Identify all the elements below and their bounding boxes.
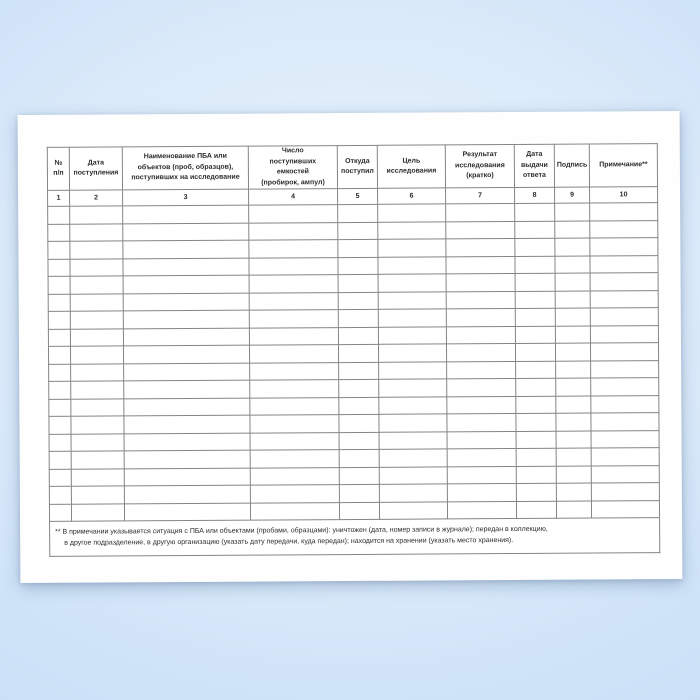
- empty-cell: [71, 416, 124, 434]
- empty-cell: [48, 259, 70, 277]
- empty-cell: [49, 416, 71, 434]
- table-header-row: [47, 144, 657, 191]
- empty-cell: [124, 468, 250, 486]
- empty-cell: [516, 483, 556, 501]
- empty-cell: [339, 362, 379, 380]
- empty-cell: [249, 257, 338, 275]
- empty-cell: [447, 483, 516, 501]
- empty-cell: [516, 361, 556, 379]
- empty-cell: [123, 223, 249, 241]
- empty-cell: [70, 276, 123, 294]
- empty-cell: [249, 240, 338, 258]
- empty-cell: [48, 276, 70, 294]
- empty-cell: [516, 466, 556, 484]
- empty-cell: [555, 326, 590, 344]
- empty-cell: [515, 343, 555, 361]
- empty-cell: [516, 448, 556, 466]
- empty-cell: [339, 502, 379, 520]
- empty-cell: [48, 206, 70, 224]
- empty-cell: [556, 448, 591, 466]
- empty-cell: [124, 380, 250, 398]
- empty-cell: [124, 433, 250, 451]
- empty-cell: [555, 221, 590, 239]
- empty-cell: [591, 413, 659, 431]
- footnote-cell: [50, 518, 660, 557]
- column-header: Цель исследования: [377, 145, 445, 188]
- column-number: 1: [48, 190, 70, 206]
- empty-cell: [590, 220, 658, 238]
- empty-cell: [48, 346, 70, 364]
- empty-cell: [250, 502, 339, 520]
- empty-cell: [515, 326, 555, 344]
- empty-cell: [338, 327, 378, 345]
- empty-cell: [124, 485, 250, 503]
- empty-cell: [338, 309, 378, 327]
- empty-cell: [70, 258, 123, 276]
- empty-cell: [555, 273, 590, 291]
- empty-cell: [556, 466, 591, 484]
- empty-cell: [447, 378, 516, 396]
- empty-cell: [250, 362, 339, 380]
- empty-cell: [123, 275, 249, 293]
- empty-cell: [49, 451, 71, 469]
- empty-cell: [446, 238, 515, 256]
- empty-cell: [555, 308, 590, 326]
- empty-cell: [556, 501, 591, 519]
- empty-cell: [123, 258, 249, 276]
- empty-cell: [446, 256, 515, 274]
- empty-cell: [339, 467, 379, 485]
- empty-cell: [338, 257, 378, 275]
- empty-cell: [379, 466, 447, 484]
- empty-cell: [446, 203, 515, 221]
- empty-cell: [447, 466, 516, 484]
- empty-cell: [70, 328, 123, 346]
- empty-cell: [446, 291, 515, 309]
- empty-cell: [70, 311, 123, 329]
- empty-cell: [515, 291, 555, 309]
- empty-cell: [590, 290, 658, 308]
- empty-cell: [379, 484, 447, 502]
- empty-cell: [379, 449, 447, 467]
- empty-cell: [71, 381, 124, 399]
- empty-cell: [446, 308, 515, 326]
- empty-cell: [71, 451, 124, 469]
- journal-table: [47, 143, 660, 557]
- empty-cell: [338, 292, 378, 310]
- empty-cell: [338, 204, 378, 222]
- empty-cell: [515, 308, 555, 326]
- empty-cell: [378, 221, 446, 239]
- empty-cell: [379, 396, 447, 414]
- empty-cell: [378, 291, 446, 309]
- empty-cell: [49, 486, 71, 504]
- empty-cell: [250, 450, 339, 468]
- column-header: Дата выдачи ответа: [514, 144, 554, 187]
- empty-cell: [249, 292, 338, 310]
- empty-cell: [379, 379, 447, 397]
- empty-cell: [339, 414, 379, 432]
- empty-cell: [250, 415, 339, 433]
- column-header: Число поступивших емкостей (пробирок, ампул): [248, 146, 337, 190]
- empty-cell: [250, 485, 339, 503]
- empty-cell: [556, 431, 591, 449]
- empty-cell: [70, 346, 123, 364]
- empty-cell: [249, 327, 338, 345]
- empty-cell: [123, 310, 249, 328]
- column-number: 7: [446, 187, 515, 203]
- empty-cell: [70, 293, 123, 311]
- empty-cell: [447, 396, 516, 414]
- empty-cell: [71, 398, 124, 416]
- empty-cell: [71, 363, 124, 381]
- empty-cell: [591, 448, 659, 466]
- empty-cell: [70, 241, 123, 259]
- empty-cell: [516, 431, 556, 449]
- empty-cell: [591, 430, 659, 448]
- empty-cell: [555, 203, 590, 221]
- empty-cell: [590, 203, 658, 221]
- column-header: Результат исследования (кратко): [445, 144, 514, 187]
- empty-cell: [249, 310, 338, 328]
- empty-cell: [516, 378, 556, 396]
- empty-cell: [250, 397, 339, 415]
- footnote-line-2: в другое подразделение, в другую организацию (указать дату передачи, куда передан); находится на хранении (указать место хранения).: [64, 537, 514, 547]
- empty-cell: [447, 501, 516, 519]
- empty-cell: [556, 378, 591, 396]
- empty-cell: [250, 467, 339, 485]
- empty-cell: [555, 343, 590, 361]
- column-number: 5: [338, 188, 378, 204]
- column-header: № п/п: [47, 147, 69, 190]
- empty-cell: [49, 399, 71, 417]
- empty-cell: [124, 398, 250, 416]
- empty-cell: [49, 381, 71, 399]
- column-number: 6: [378, 188, 446, 204]
- empty-cell: [516, 413, 556, 431]
- column-header: Откуда поступил: [337, 145, 377, 188]
- column-header: Подпись: [554, 144, 589, 187]
- empty-cell: [339, 397, 379, 415]
- empty-cell: [249, 222, 338, 240]
- empty-cell: [49, 364, 71, 382]
- empty-cell: [338, 239, 378, 257]
- empty-cell: [446, 343, 515, 361]
- empty-cell: [49, 469, 71, 487]
- empty-cell: [249, 205, 338, 223]
- empty-cell: [339, 379, 379, 397]
- empty-cell: [447, 413, 516, 431]
- empty-cell: [123, 345, 249, 363]
- empty-cell: [446, 326, 515, 344]
- empty-cell: [124, 363, 250, 381]
- empty-cell: [590, 238, 658, 256]
- empty-cell: [71, 486, 124, 504]
- empty-cell: [338, 222, 378, 240]
- empty-cell: [378, 239, 446, 257]
- footnote-row: [50, 518, 660, 557]
- empty-cell: [447, 448, 516, 466]
- empty-cell: [591, 465, 659, 483]
- empty-cell: [515, 238, 555, 256]
- empty-cell: [123, 240, 249, 258]
- empty-cell: [338, 274, 378, 292]
- empty-cell: [516, 396, 556, 414]
- empty-cell: [123, 328, 249, 346]
- column-header: Дата поступления: [69, 147, 122, 190]
- empty-cell: [339, 484, 379, 502]
- empty-cell: [515, 273, 555, 291]
- empty-cell: [339, 432, 379, 450]
- document-page: [18, 111, 683, 583]
- column-number: 9: [555, 187, 590, 203]
- empty-cell: [123, 205, 249, 223]
- empty-cell: [71, 468, 124, 486]
- empty-cell: [515, 256, 555, 274]
- empty-cell: [49, 434, 71, 452]
- empty-cell: [556, 413, 591, 431]
- column-header: Примечание**: [589, 144, 657, 187]
- empty-cell: [378, 256, 446, 274]
- empty-cell: [124, 503, 250, 521]
- empty-cell: [250, 432, 339, 450]
- column-number: 2: [70, 190, 123, 206]
- empty-cell: [249, 345, 338, 363]
- empty-cell: [590, 343, 658, 361]
- empty-cell: [590, 255, 658, 273]
- empty-cell: [379, 431, 447, 449]
- empty-cell: [378, 309, 446, 327]
- empty-cell: [124, 450, 250, 468]
- empty-cell: [590, 308, 658, 326]
- empty-cell: [555, 291, 590, 309]
- empty-cell: [591, 360, 659, 378]
- empty-cell: [48, 329, 70, 347]
- empty-cell: [378, 274, 446, 292]
- empty-cell: [590, 325, 658, 343]
- empty-cell: [591, 395, 659, 413]
- empty-cell: [48, 241, 70, 259]
- empty-cell: [379, 501, 447, 519]
- empty-cell: [446, 273, 515, 291]
- empty-cell: [339, 449, 379, 467]
- empty-cell: [556, 396, 591, 414]
- empty-cell: [446, 221, 515, 239]
- footnote-line-1: ** В примечании указывается ситуация с ПБА или объектами (пробами, образцами): уничтожен (дата, номер записи в журнале); передан в коллекцию,: [55, 525, 548, 536]
- empty-cell: [555, 238, 590, 256]
- empty-cell: [590, 273, 658, 291]
- empty-cell: [556, 483, 591, 501]
- empty-cell: [124, 415, 250, 433]
- column-number: 3: [123, 189, 249, 206]
- empty-cell: [447, 361, 516, 379]
- empty-cell: [556, 361, 591, 379]
- empty-cell: [71, 433, 124, 451]
- empty-cell: [447, 431, 516, 449]
- empty-cell: [338, 344, 378, 362]
- empty-cell: [48, 311, 70, 329]
- empty-cell: [71, 503, 124, 521]
- empty-cell: [378, 326, 446, 344]
- column-number: 10: [590, 187, 658, 203]
- empty-cell: [591, 483, 659, 501]
- empty-cell: [70, 206, 123, 224]
- empty-cell: [48, 224, 70, 242]
- empty-cell: [378, 204, 446, 222]
- empty-cell: [379, 414, 447, 432]
- empty-cell: [515, 203, 555, 221]
- empty-cell: [379, 361, 447, 379]
- empty-cell: [378, 344, 446, 362]
- empty-cell: [49, 504, 71, 522]
- column-header: Наименование ПБА или объектов (проб, образцов), поступивших на исследование: [122, 146, 248, 190]
- column-number: 8: [515, 187, 555, 203]
- empty-cell: [516, 501, 556, 519]
- empty-cell: [250, 380, 339, 398]
- empty-cell: [249, 275, 338, 293]
- empty-cell: [515, 221, 555, 239]
- empty-cell: [591, 500, 659, 518]
- empty-cell: [123, 293, 249, 311]
- empty-cell: [70, 223, 123, 241]
- column-number: 4: [249, 189, 338, 206]
- empty-cell: [48, 294, 70, 312]
- empty-cell: [591, 378, 659, 396]
- empty-cell: [555, 256, 590, 274]
